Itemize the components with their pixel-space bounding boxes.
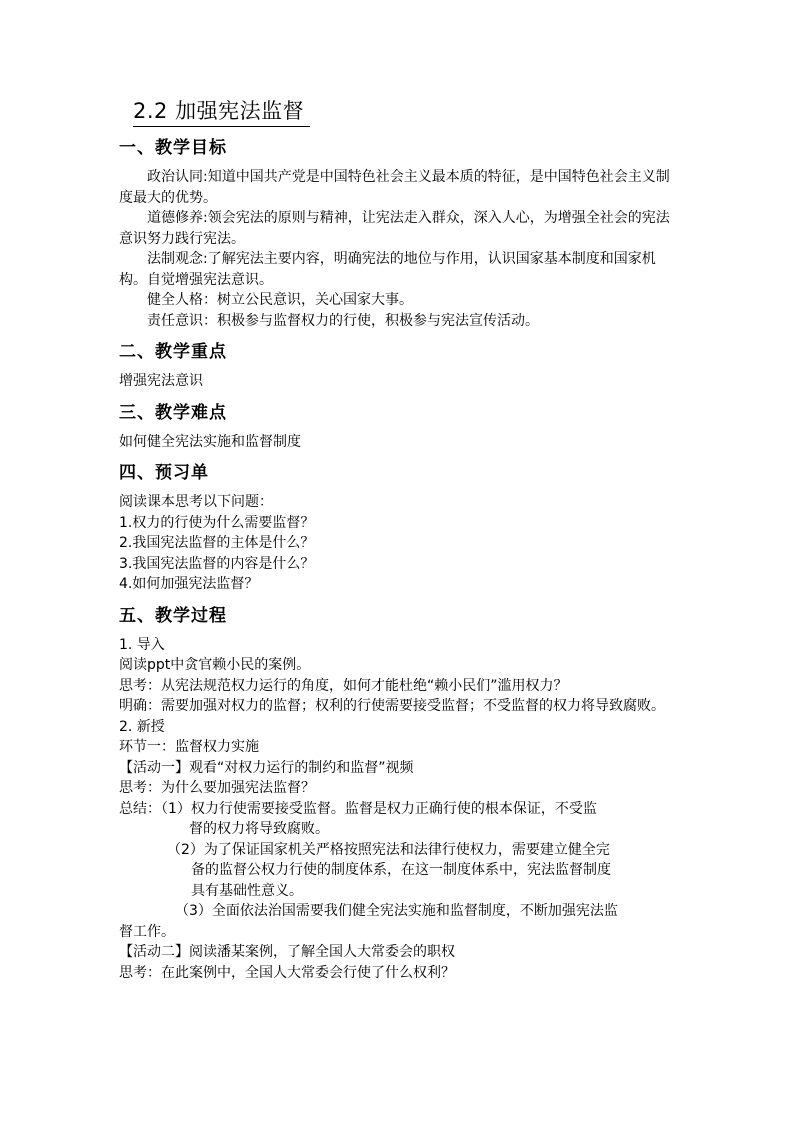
process-read-case: 阅读ppt中贪官赖小民的案例。 bbox=[119, 657, 311, 673]
process-think-3: 思考：在此案例中，全国人大常委会行使了什么权利？ bbox=[119, 964, 455, 981]
summary-point-2: （2）为了保证国家机关严格按照宪法和法律行使权力，需要建立健全完 bbox=[167, 841, 610, 858]
title-underline bbox=[133, 96, 310, 127]
process-activity-2: 【活动二】阅读潘某案例，了解全国人大常委会的职权 bbox=[119, 944, 455, 960]
summary-point-1-cont: 督的权力将导致腐败。 bbox=[189, 821, 329, 837]
process-new-step: 2. 新授 bbox=[119, 718, 165, 735]
section-heading-objectives: 一、教学目标 bbox=[119, 138, 227, 158]
summary-point-3: （3）全面依法治国需要我们健全宪法实施和监督制度，不断加强宪法监 bbox=[175, 903, 618, 919]
summary-point-3-cont: 督工作。 bbox=[119, 923, 175, 940]
difficulty-text: 如何健全宪法实施和监督制度 bbox=[119, 433, 301, 450]
summary-point-2-cont-b: 具有基础性意义。 bbox=[191, 882, 303, 899]
page-title: 2.2 加强宪法监督 bbox=[133, 99, 305, 123]
process-intro-step: 1. 导入 bbox=[119, 636, 165, 653]
process-clarify: 明确：需要加强对权力的监督；权利的行使需要接受监督；不受监督的权力将导致腐败。 bbox=[119, 698, 665, 714]
summary-point-2-cont-a: 备的监督公权力行使的制度体系，在这一制度体系中，宪法监督制度 bbox=[191, 862, 611, 878]
preview-question-2: 2.我国宪法监督的主体是什么？ bbox=[119, 535, 315, 551]
preview-question-4: 4.如何加强宪法监督？ bbox=[119, 576, 259, 592]
objective-responsibility: 责任意识：积极参与监督权力的行使，积极参与宪法宣传活动。 bbox=[147, 312, 539, 329]
preview-intro: 阅读课本思考以下问题： bbox=[119, 494, 273, 510]
objective-political: 政治认同:知道中国共产党是中国特色社会主义最本质的特征，是中国特色社会主义制度最大的优势。 bbox=[119, 169, 670, 206]
preview-question-3: 3.我国宪法监督的内容是什么？ bbox=[119, 555, 315, 572]
key-point-text: 增强宪法意识 bbox=[119, 373, 203, 389]
section-heading-difficulties: 三、教学难点 bbox=[119, 402, 227, 423]
objective-legal: 法制观念:了解宪法主要内容，明确宪法的地位与作用，认识国家基本制度和国家机构。自觉增强宪法意识。 bbox=[119, 251, 656, 288]
process-think-2: 思考：为什么要加强宪法监督？ bbox=[119, 780, 315, 796]
section-heading-key-points: 二、教学重点 bbox=[119, 342, 227, 362]
section-heading-process: 五、教学过程 bbox=[119, 605, 227, 626]
summary-point-1: 总结：（1）权力行使需要接受监督。监督是权力正确行使的根本保证，不受监 bbox=[119, 800, 597, 817]
section-heading-preview: 四、预习单 bbox=[119, 463, 209, 483]
objective-moral: 道德修养:领会宪法的原则与精神，让宪法走入群众，深入人心，为增强全社会的宪法意识努力践行宪法。 bbox=[119, 210, 670, 247]
process-link-1: 环节一：监督权力实施 bbox=[119, 739, 259, 755]
process-think-1: 思考：从宪法规范权力运行的角度，如何才能杜绝“赖小民们”滥用权力？ bbox=[119, 677, 568, 694]
preview-question-1: 1.权力的行使为什么需要监督？ bbox=[119, 514, 315, 531]
document-body bbox=[119, 96, 679, 983]
process-activity-1: 【活动一】观看“对权力运行的制约和监督”视频 bbox=[119, 759, 414, 776]
objective-personality: 健全人格：树立公民意识，关心国家大事。 bbox=[147, 292, 413, 308]
